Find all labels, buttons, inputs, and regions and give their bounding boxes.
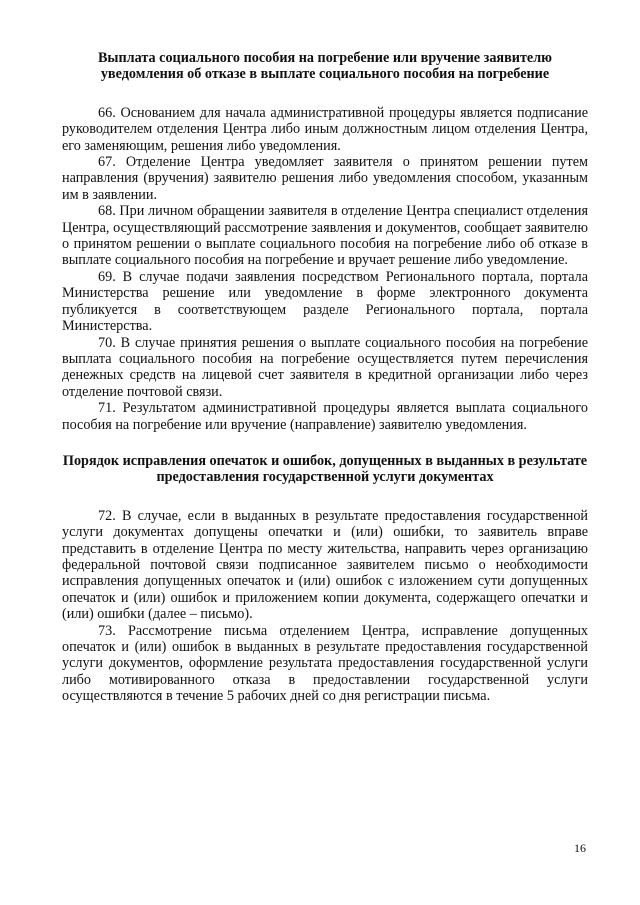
paragraph-68: 68. При личном обращении заявителя в отделение Центра специалист отделения Центра, осуществляющий рассмотрение заявления и документов, сообщает заявителю о принятом решении о выплате социального пособия на погребение либо об отказе в выплате социального пособия на погребение и вручает решение либо уведомление. xyxy=(62,203,588,269)
paragraph-71: 71. Результатом административной процедуры является выплата социального пособия на погребение или вручение (направление) заявителю уведомления. xyxy=(62,400,588,433)
paragraph-69: 69. В случае подачи заявления посредством Регионального портала, портала Министерства решение или уведомление в форме электронного документа публикуется в соответствующем разделе Регионального портала, портала Министерства. xyxy=(62,268,588,335)
document-page xyxy=(62,50,588,705)
paragraph-66: 66. Основанием для начала административной процедуры является подписание руководителем отделения Центра либо иным должностным лицом отделения Центра, его заменяющим, решения либо уведомления. xyxy=(62,104,588,154)
page-number: 16 xyxy=(574,841,586,855)
paragraph-70: 70. В случае принятия решения о выплате социального пособия на погребение выплата социального пособия на погребение осуществляется путем перечисления денежных средств на лицевой счет заявителя в кредитной организации либо через отделение почтовой связи. xyxy=(62,334,588,400)
paragraph-67: 67. Отделение Центра уведомляет заявителя о принятом решении путем направления (вручения) заявителю решения либо уведомления способом, указанным им в заявлении. xyxy=(62,154,588,203)
paragraph-73: 73. Рассмотрение письма отделением Центра, исправление допущенных опечаток и (или) ошибок в выданных в результате предоставления государственной услуги документов, оформление результата предоставления государственной услуги либо мотивированного отказа в предоставлении государственной услуги осуществляются в течение 5 рабочих дней со дня регистрации письма. xyxy=(62,622,588,705)
paragraph-72: 72. В случае, если в выданных в результате предоставления государственной услуги документах допущены опечатки и (или) ошибки, то заявитель вправе представить в отделение Центра по месту жительства, направить через организацию федеральной почтовой связи подписанное заявителем письмо о необходимости исправления допущенных опечаток и (или) ошибок с изложением сути допущенных опечаток и (или) ошибок и приложением копии документа, содержащего опечатки и (или) ошибки (далее – письмо). xyxy=(62,507,588,623)
section-heading-corrections: Порядок исправления опечаток и ошибок, допущенных в выданных в результате предоставления государственной услуги документах xyxy=(62,452,588,486)
section-heading-payment: Выплата социального пособия на погребение или вручение заявителю уведомления об отказе в выплате социального пособия на погребение xyxy=(97,50,553,83)
